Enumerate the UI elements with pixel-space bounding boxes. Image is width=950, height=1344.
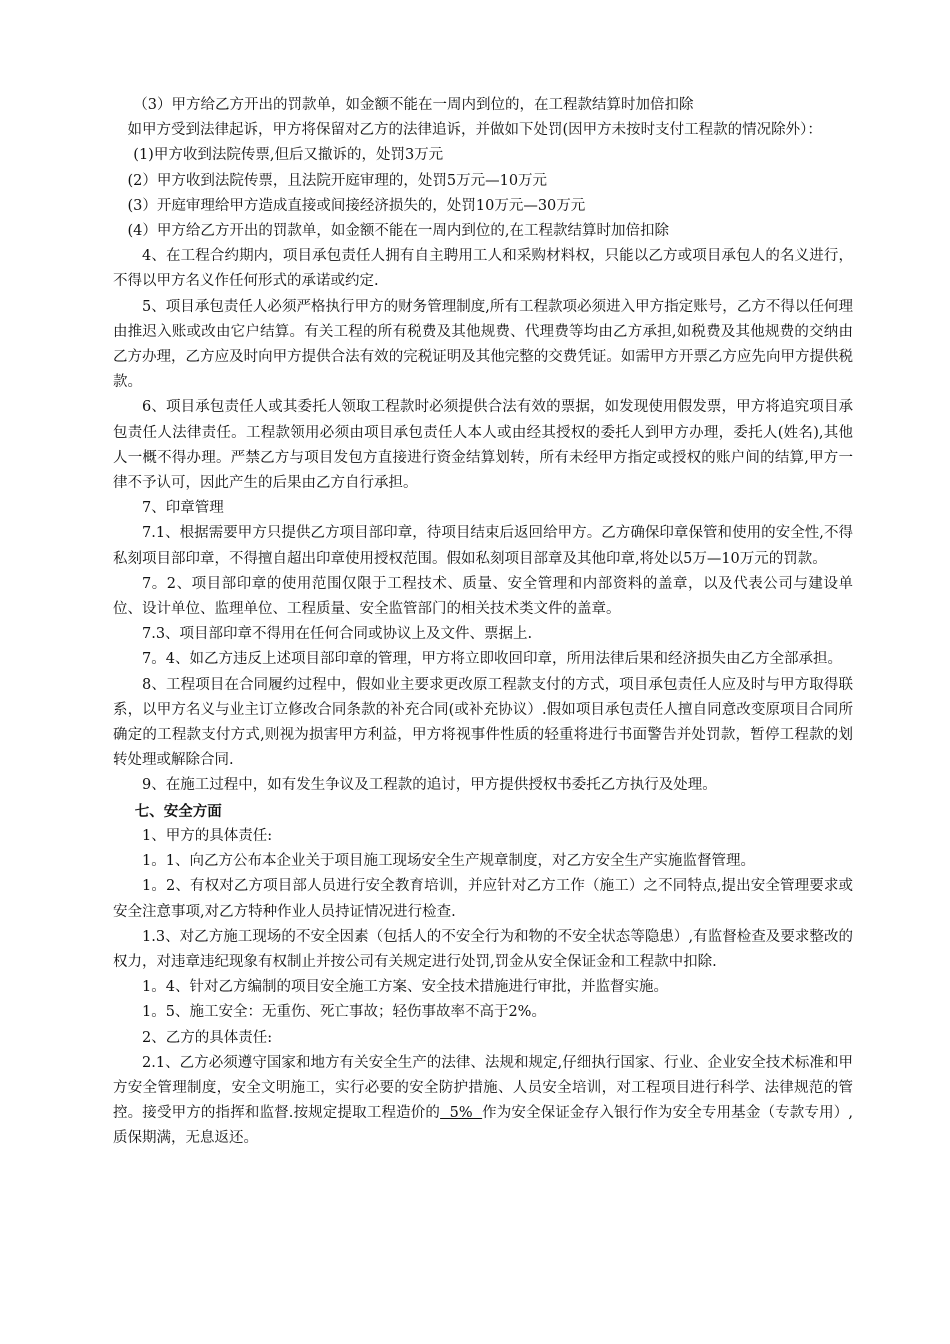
paragraph: 1。1、向乙方公布本企业关于项目施工现场安全生产规章制度，对乙方安全生产实施监督管理。 xyxy=(142,853,755,870)
document-page xyxy=(113,93,853,1152)
paragraph: (4）甲方给乙方开出的罚款单，如金额不能在一周内到位的,在工程款结算时加倍扣除 xyxy=(127,223,669,240)
paragraph: 4、在工程合约期内，项目承包责任人拥有自主聘用工人和采购材料权，只能以乙方或项目承包人的名义进行，不得以甲方名义作任何形式的承诺或约定. xyxy=(113,248,853,290)
section-heading: 七、安全方面 xyxy=(134,802,222,820)
deposit-rate-blank: 5% xyxy=(440,1105,483,1122)
paragraph: 2、乙方的具体责任: xyxy=(142,1029,273,1046)
paragraph-safety-deposit xyxy=(113,1051,853,1152)
paragraph: 6、项目承包责任人或其委托人领取工程款时必须提供合法有效的票据，如发现使用假发票，甲方将追究项目承包责任人法律责任。工程款领用必须由项目承包责任人本人或由经其授权的委托人到甲方办理，委托人(姓名),其他人一概不得办理。严禁乙方与项目发包方直接进行资金结算划转，所有未经甲方指定或授权的账户间的结算,甲方一律不予认可，因此产生的后果由乙方自行承担。 xyxy=(113,399,853,492)
paragraph-text: 作为安全保证金存入银行作为安全专用基金（专款专用）,质保期满，无息返还。 xyxy=(113,1105,853,1147)
paragraph: （3）甲方给乙方开出的罚款单，如金额不能在一周内到位的，在工程款结算时加倍扣除 xyxy=(133,97,694,113)
paragraph: 1、甲方的具体责任: xyxy=(142,827,273,844)
paragraph: (2）甲方收到法院传票，且法院开庭审理的，处罚5万元—10万元 xyxy=(127,172,548,189)
paragraph: 9、在施工过程中，如有发生争议及工程款的追讨，甲方提供授权书委托乙方执行及处理。 xyxy=(142,777,717,794)
paragraph: 7。2、项目部印章的使用范围仅限于工程技术、质量、安全管理和内部资料的盖章，以及代表公司与建设单位、设计单位、监理单位、工程质量、安全监管部门的相关技术类文件的盖章。 xyxy=(113,575,853,618)
paragraph: 7、印章管理 xyxy=(142,500,224,517)
paragraph: 8、工程项目在合同履约过程中，假如业主要求更改原工程款支付的方式，项目承包责任人应及时与甲方取得联系，以甲方名义与业主订立修改合同条款的补充合同(或补充协议）.假如项目承包责任人擅自同意改变原项目合同所确定的工程款支付方式,则视为损害甲方利益，甲方将视事件性质的轻重将进行书面警告并处罚款，暂停工程款的划转处理或解除合同. xyxy=(113,676,853,769)
paragraph-group-1 xyxy=(113,93,853,799)
paragraph: 1。2、有权对乙方项目部人员进行安全教育培训，并应针对乙方工作（施工）之不同特点,提出安全管理要求或安全注意事项,对乙方特种作业人员持证情况进行检查. xyxy=(113,878,853,920)
paragraph: 1。5、施工安全：无重伤、死亡事故；轻伤事故率不高于2%。 xyxy=(142,1004,546,1021)
paragraph: 7。4、如乙方违反上述项目部印章的管理，甲方将立即收回印章，所用法律后果和经济损失由乙方全部承担。 xyxy=(142,651,842,668)
paragraph: 1。4、针对乙方编制的项目安全施工方案、安全技术措施进行审批，并监督实施。 xyxy=(142,979,668,996)
paragraph: 如甲方受到法律起诉，甲方将保留对乙方的法律追诉，并做如下处罚(因甲方未按时支付工程款的情况除外）： xyxy=(127,122,822,139)
paragraph: 7.1、根据需要甲方只提供乙方项目部印章，待项目结束后返回给甲方。乙方确保印章保管和使用的安全性,不得私刻项目部印章，不得擅自超出印章使用授权范围。假如私刻项目部章及其他印章,将处以5万—10万元的罚款。 xyxy=(113,525,853,567)
paragraph: (3）开庭审理给甲方造成直接或间接经济损失的，处罚10万元—30万元 xyxy=(127,197,586,214)
paragraph-text: 2.1、乙方必须遵守国家和地方有关安全生产的法律、法规和规定,仔细执行国家、行业、企业安全技术标准和甲方安全管理制度，安全文明施工，实行必要的安全防护措施、人员安全培训，对工程项目进行科学、法律规范的管控。接受甲方的指挥和监督.按规定提取工程造价的 xyxy=(113,1054,853,1122)
paragraph: (1)甲方收到法院传票,但后又撤诉的，处罚3万元 xyxy=(133,147,444,164)
paragraph: 1.3、对乙方施工现场的不安全因素（包括人的不安全行为和物的不安全状态等隐患）,有监督检查及要求整改的权力，对违章违纪现象有权制止并按公司有关规定进行处罚,罚金从安全保证金和工程款中扣除. xyxy=(113,928,853,970)
paragraph-group-2 xyxy=(113,824,853,1051)
paragraph: 7.3、项目部印章不得用在任何合同或协议上及文件、票据上. xyxy=(142,626,533,643)
paragraph: 5、项目承包责任人必须严格执行甲方的财务管理制度,所有工程款项必须进入甲方指定账号，乙方不得以任何理由推迟入账或改由它户结算。有关工程的所有税费及其他规费、代理费等均由乙方承担,如税费及其他规费的交纳由乙方办理，乙方应及时向甲方提供合法有效的完税证明及其他完整的交费凭证。如需甲方开票乙方应先向甲方提供税款。 xyxy=(113,298,853,391)
